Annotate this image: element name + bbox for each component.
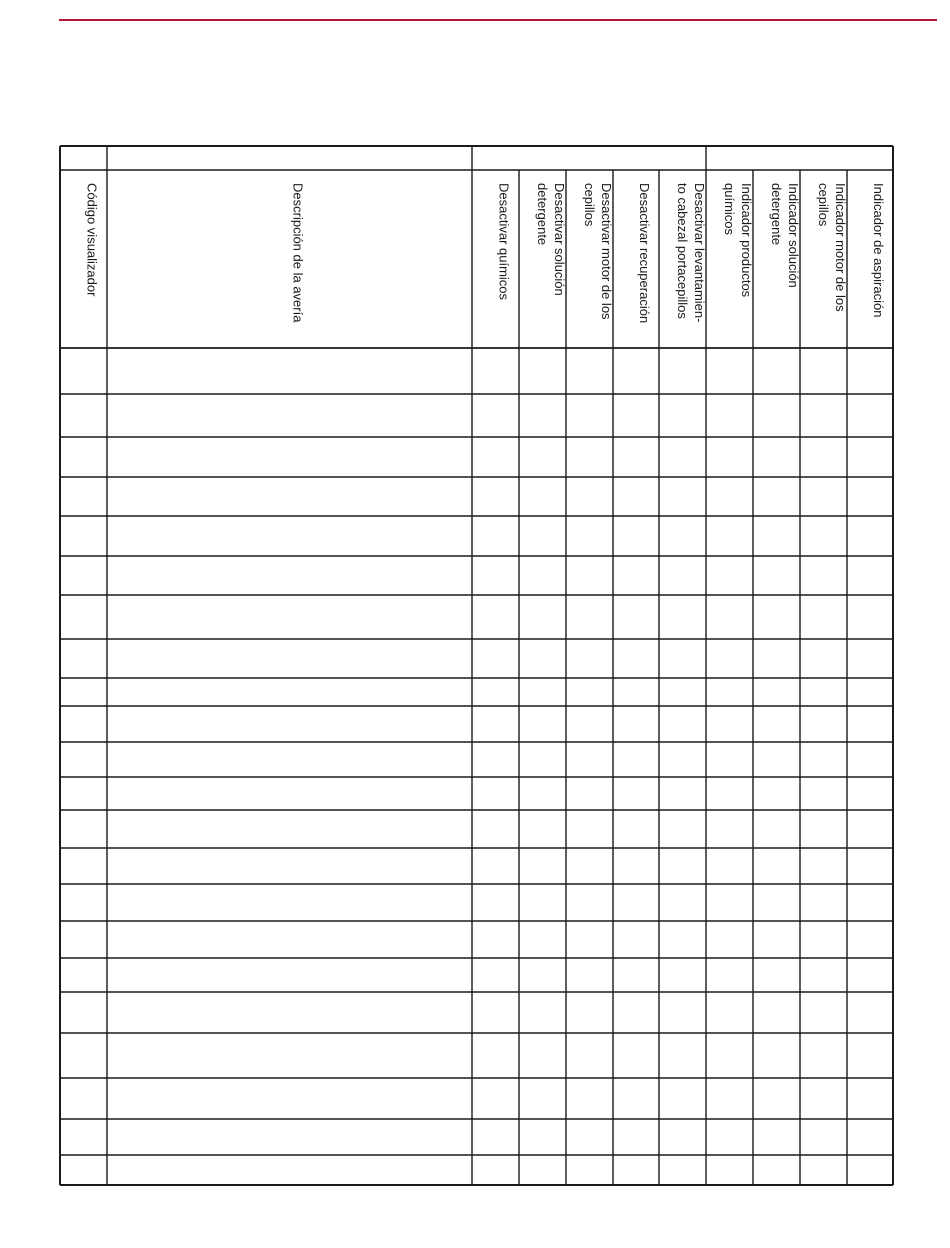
column-header-line: Desactivar recuperación bbox=[637, 183, 652, 324]
table-row bbox=[60, 595, 893, 639]
column-header-5 bbox=[582, 183, 614, 320]
column-header-line: detergente bbox=[769, 183, 784, 246]
column-header-line: Descripción de la avería bbox=[290, 183, 306, 323]
column-header-line: químicos bbox=[722, 183, 737, 236]
column-header-3 bbox=[497, 183, 512, 301]
table-row bbox=[60, 742, 893, 777]
column-header-line: Desactivar levantamien- bbox=[692, 183, 707, 323]
column-header-8 bbox=[722, 183, 754, 298]
table-row bbox=[60, 516, 893, 556]
table-row bbox=[60, 921, 893, 958]
column-header-1 bbox=[85, 183, 100, 297]
column-header-7 bbox=[675, 183, 707, 322]
table-row bbox=[60, 394, 893, 437]
table-row bbox=[60, 706, 893, 742]
table-row bbox=[60, 810, 893, 848]
column-header-line: Indicador solución bbox=[786, 183, 801, 288]
table-row bbox=[60, 477, 893, 516]
column-header-line: cepillos bbox=[816, 183, 831, 227]
table-row bbox=[60, 777, 893, 810]
table-row bbox=[60, 884, 893, 921]
column-header-line: cepillos bbox=[582, 183, 597, 227]
table-row bbox=[60, 1155, 893, 1185]
column-header-line: Indicador de aspiración bbox=[871, 183, 886, 318]
table-row bbox=[60, 678, 893, 706]
column-header-line: Desactivar solución bbox=[552, 183, 567, 296]
column-header-line: Indicador motor de los bbox=[833, 183, 848, 312]
column-header-11 bbox=[871, 183, 886, 317]
table-row bbox=[60, 1033, 893, 1078]
column-header-4 bbox=[535, 183, 567, 296]
column-header-9 bbox=[769, 183, 801, 288]
column-header-line: to cabezal portacepillos bbox=[675, 183, 690, 319]
column-header-line: Código visualizador bbox=[84, 183, 100, 297]
table-row bbox=[60, 958, 893, 992]
table-row bbox=[60, 639, 893, 678]
table-row bbox=[60, 348, 893, 394]
table-row bbox=[60, 992, 893, 1033]
column-header-6 bbox=[637, 183, 652, 323]
column-header-line: Desactivar químicos bbox=[496, 183, 512, 301]
table-row bbox=[60, 848, 893, 884]
table-row bbox=[60, 556, 893, 595]
column-header-line: detergente bbox=[535, 183, 550, 246]
column-header-10 bbox=[816, 183, 848, 312]
table-row bbox=[60, 1119, 893, 1155]
table-row bbox=[60, 437, 893, 477]
column-header-line: Desactivar motor de los bbox=[599, 183, 614, 320]
column-header-line: Indicador productos bbox=[739, 183, 754, 298]
table-row bbox=[60, 1078, 893, 1119]
column-header-2 bbox=[291, 183, 306, 323]
